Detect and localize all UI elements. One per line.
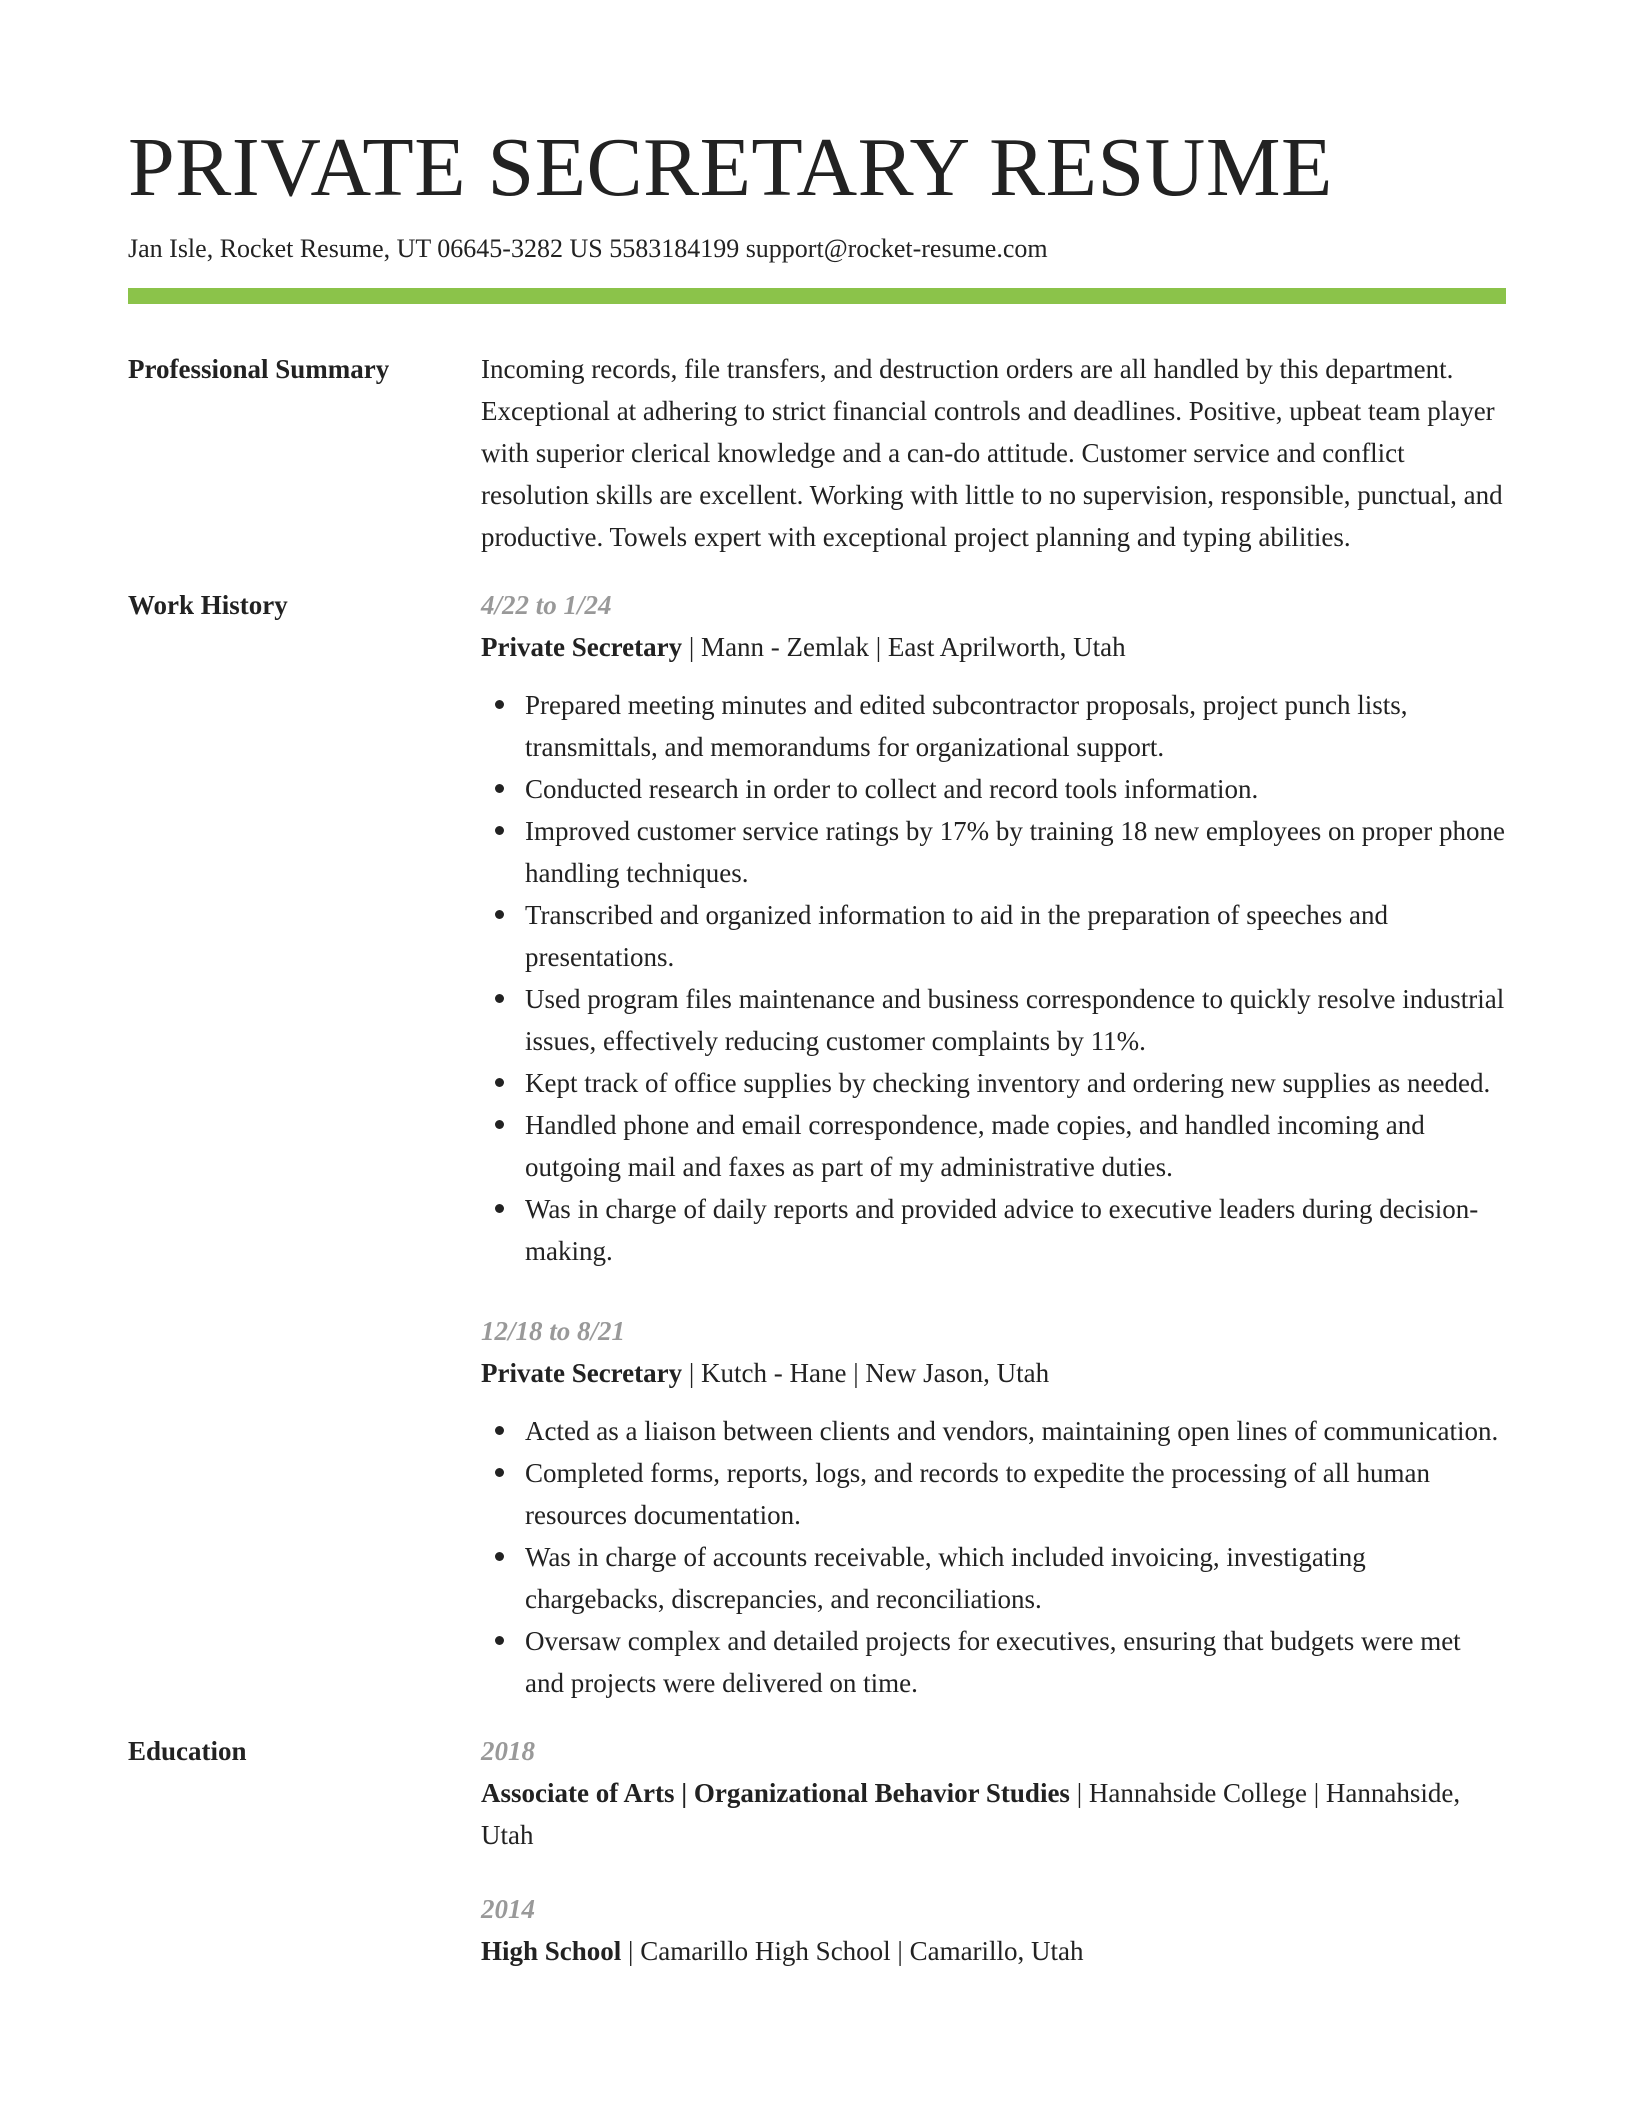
job-title-line (481, 1352, 1506, 1394)
job-entry (481, 584, 1506, 1272)
education-year: 2014 (481, 1894, 535, 1924)
work-history-section (128, 584, 1506, 1704)
education-year: 2018 (481, 1736, 535, 1766)
work-history-heading: Work History (128, 590, 288, 620)
job-duty: Kept track of office supplies by checking inventory and ordering new supplies as needed. (525, 1062, 1506, 1104)
job-duties-list (481, 1410, 1506, 1704)
job-duty: Oversaw complex and detailed projects for executives, ensuring that budgets were met and projects were delivered on time. (525, 1620, 1506, 1704)
job-duty: Handled phone and email correspondence, made copies, and handled incoming and outgoing mail and faxes as part of my administrative duties. (525, 1104, 1506, 1188)
education-entry (481, 1730, 1506, 1856)
job-duty: Completed forms, reports, logs, and records to expedite the processing of all human resources documentation. (525, 1452, 1506, 1536)
education-line (481, 1772, 1506, 1856)
job-duties-list (481, 684, 1506, 1272)
job-details: | Kutch - Hane | New Jason, Utah (682, 1358, 1050, 1388)
job-entry (481, 1310, 1506, 1704)
education-entry (481, 1888, 1506, 1972)
summary-text: Incoming records, file transfers, and destruction orders are all handled by this department. Exceptional at adhering to strict financial controls and deadlines. Positive, upbeat team player with superior clerical knowledge and a can-do attitude. Customer service and conflict resolution skills are excellent. Working with little to no supervision, responsible, punctual, and productive. Towels expert with exceptional project planning and typing abilities. (481, 354, 1503, 552)
summary-section (128, 348, 1506, 558)
accent-divider (128, 288, 1506, 304)
job-duty: Acted as a liaison between clients and vendors, maintaining open lines of communication. (525, 1410, 1506, 1452)
job-duty: Was in charge of daily reports and provided advice to executive leaders during decision-making. (525, 1188, 1506, 1272)
job-details: | Mann - Zemlak | East Aprilworth, Utah (682, 632, 1126, 662)
education-heading: Education (128, 1736, 247, 1766)
job-title: Private Secretary (481, 632, 683, 662)
education-degree: Associate of Arts | Organizational Behavior Studies (481, 1778, 1070, 1808)
education-details: | Hannahside College | Hannahside, Utah (481, 1778, 1461, 1850)
job-duty: Was in charge of accounts receivable, which included invoicing, investigating chargebacks, discrepancies, and reconciliations. (525, 1536, 1506, 1620)
job-title: Private Secretary (481, 1358, 683, 1388)
education-degree: High School (481, 1936, 622, 1966)
education-details: | Camarillo High School | Camarillo, Utah (621, 1936, 1084, 1966)
education-section (128, 1730, 1506, 2004)
job-duty: Transcribed and organized information to aid in the preparation of speeches and presentations. (525, 894, 1506, 978)
job-dates: 4/22 to 1/24 (481, 590, 612, 620)
resume-page (128, 118, 1506, 2030)
job-duty: Used program files maintenance and business correspondence to quickly resolve industrial issues, effectively reducing customer complaints by 11%. (525, 978, 1506, 1062)
job-title-line (481, 626, 1506, 668)
summary-heading: Professional Summary (128, 354, 390, 384)
job-dates: 12/18 to 8/21 (481, 1316, 626, 1346)
job-duty: Conducted research in order to collect and record tools information. (525, 768, 1506, 810)
job-duty: Prepared meeting minutes and edited subcontractor proposals, project punch lists, transmittals, and memorandums for organizational support. (525, 684, 1506, 768)
education-line (481, 1930, 1506, 1972)
job-duty: Improved customer service ratings by 17% by training 18 new employees on proper phone handling techniques. (525, 810, 1506, 894)
resume-title: PRIVATE SECRETARY RESUME (128, 121, 1333, 214)
contact-line: Jan Isle, Rocket Resume, UT 06645-3282 US 5583184199 support@rocket-resume.com (128, 234, 1048, 263)
